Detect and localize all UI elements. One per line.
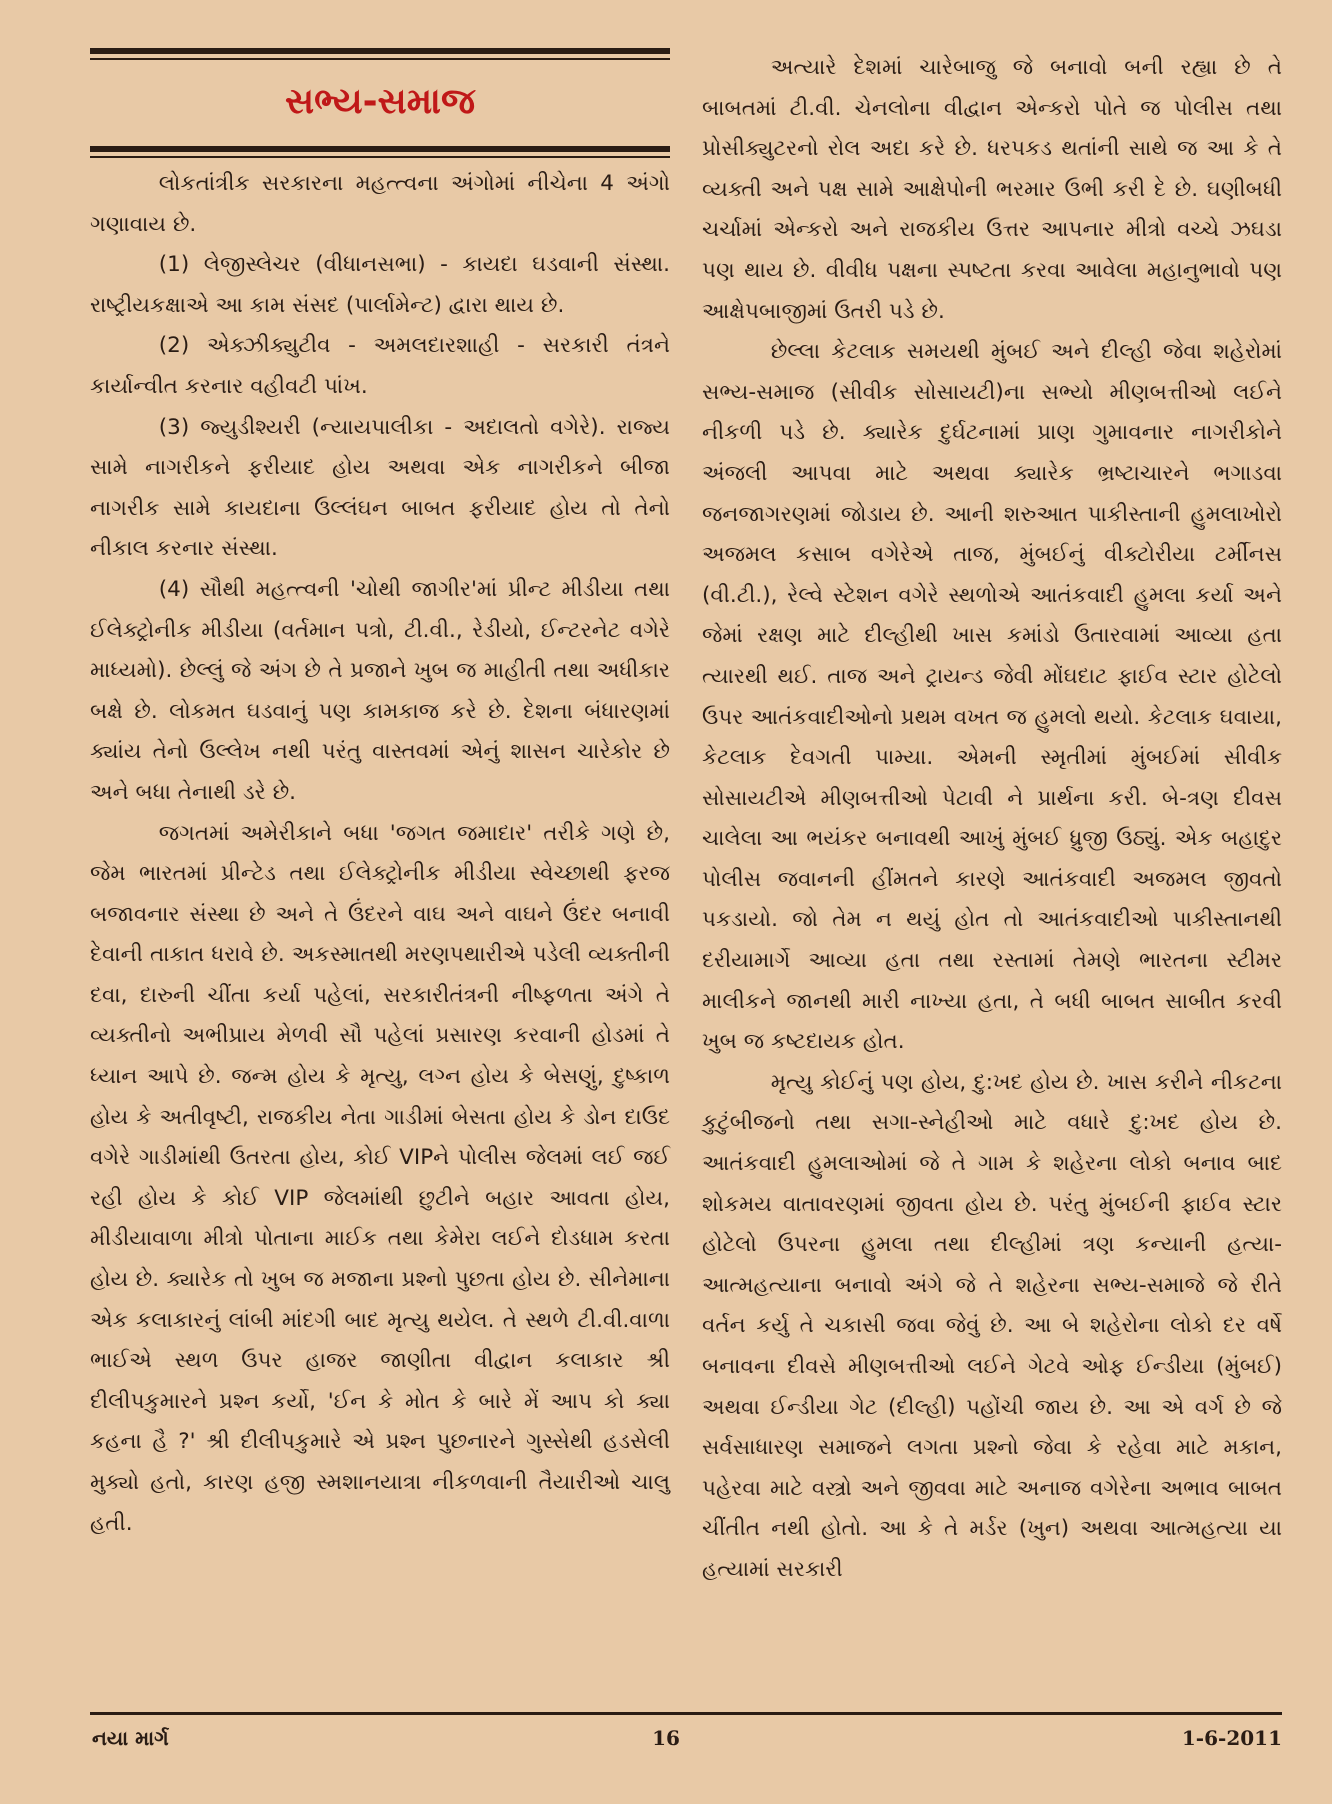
paragraph: (3) જ્યુડીશ્યરી (ન્યાયપાલીકા - અદાલતો વગેરે). રાજ્ય સામે નાગરીકને ફરીયાદ હોય અથવા એક નાગરીકને બીજા નાગરીક સામે કાયદાના ઉલ્લંઘન બાબત ફરીયાદ હોય તો તેનો નીકાલ કરનાર સંસ્થા. xyxy=(90,414,670,562)
right-column xyxy=(702,48,1282,1591)
paragraph: મૃત્યુ કોઈનું પણ હોય, દુ:ખદ હોય છે. ખાસ કરીને નીકટના કુટુંબીજનો તથા સગા-સ્નેહીઓ માટે વધારે દુ:ખદ હોય છે. આતંકવાદી હુમલાઓમાં જે તે ગામ કે શહેરના લોકો બનાવ બાદ શોકમય વાતાવરણમાં જીવતા હોય છે. પરંતુ મુંબઈની ફાઈવ સ્ટાર હોટેલો ઉપરના હુમલા તથા દીલ્હીમાં ત્રણ કન્યાની હત્યા-આત્મહત્યાના બનાવો અંગે જે તે શહેરના સભ્ય-સમાજે જે રીતે વર્તન કર્યુ તે ચકાસી જવા જેવું છે. આ બે શહેરોના લોકો દર વર્ષે બનાવના દીવસે મીણબત્તીઓ લઈને ગેટવે ઓફ ઈન્ડીયા (મુંબઈ) અથવા ઈન્ડીયા ગેટ (દીલ્હી) પહોંચી જાય છે. આ એ વર્ગ છે જે સર્વસાધારણ સમાજને લગતા પ્રશ્નો જેવા કે રહેવા માટે મકાન, પહેરવા માટે વસ્ત્રો અને જીવવા માટે અનાજ વગેરેના અભાવ બાબત ચીંતીત નથી હોતો. આ કે તે મર્ડર (ખુન) અથવા આત્મહત્યા યા હત્યામાં સરકારી xyxy=(702,1069,1282,1582)
paragraph: અત્યારે દેશમાં ચારેબાજુ જે બનાવો બની રહ્યા છે તે બાબતમાં ટી.વી. ચેનલોના વીદ્વાન એન્કરો પોતે જ પોલીસ તથા પ્રોસીક્યુટરનો રોલ અદા કરે છે. ધરપકડ થતાંની સાથે જ આ કે તે વ્યક્તી અને પક્ષ સામે આક્ષેપોની ભરમાર ઉભી કરી દે છે. ઘણીબધી ચર્ચામાં એન્કરો અને રાજકીય ઉત્તર આપનાર મીત્રો વચ્ચે ઝઘડા પણ થાય છે. વીવીધ પક્ષના સ્પષ્ટતા કરવા આવેલા મહાનુભાવો પણ આક્ષેપબાજીમાં ઉતરી પડે છે. xyxy=(702,55,1282,324)
title-rule-bottom xyxy=(90,146,670,152)
title-rule-top-thin xyxy=(90,58,670,60)
issue-date: 1-6-2011 xyxy=(1181,1726,1282,1750)
paragraph: (4) સૌથી મહત્ત્વની 'ચોથી જાગીર'માં પ્રીન્ટ મીડીયા તથા ઈલેક્ટ્રોનીક મીડીયા (વર્તમાન પત્રો, ટી.વી., રેડીયો, ઈન્ટરનેટ વગેરે માધ્યમો). છેલ્લું જે અંગ છે તે પ્રજાને ખુબ જ માહીતી તથા અધીકાર બક્ષે છે. લોકમત ઘડવાનું પણ કામકાજ કરે છે. દેશના બંધારણમાં ક્યાંય તેનો ઉલ્લેખ નથી પરંતુ વાસ્તવમાં એનું શાસન ચારેકોર છે અને બધા તેનાથી ડરે છે. xyxy=(90,576,670,805)
footer-rule xyxy=(90,1712,1282,1715)
paragraph: (1) લેજીસ્લેચર (વીધાનસભા) - કાયદા ઘડવાની સંસ્થા. રાષ્ટ્રીયકક્ષાએ આ કામ સંસદ (પાર્લામેન્ટ) દ્વારા થાય છે. xyxy=(90,252,670,318)
paragraph: જગતમાં અમેરીકાને બધા 'જગત જમાદાર' તરીકે ગણે છે, જેમ ભારતમાં પ્રીન્ટેડ તથા ઈલેક્ટ્રોનીક મીડીયા સ્વેચ્છાથી ફરજ બજાવનાર સંસ્થા છે અને તે ઉંદરને વાઘ અને વાઘને ઉંદર બનાવી દેવાની તાકાત ધરાવે છે. અકસ્માતથી મરણપથારીએ પડેલી વ્યક્તીની દવા, દારુની ચીંતા કર્યા પહેલાં, સરકારીતંત્રની નીષ્ફળતા અંગે તે વ્યક્તીનો અભીપ્રાય મેળવી સૌ પહેલાં પ્રસારણ કરવાની હોડમાં તે ધ્યાન આપે છે. જન્મ હોય કે મૃત્યુ, લગ્ન હોય કે બેસણું, દુષ્કાળ હોય કે અતીવૃષ્ટી, રાજકીય નેતા ગાડીમાં બેસતા હોય કે ડોન દાઉદ વગેરે ગાડીમાંથી ઉતરતા હોય, કોઈ VIPને પોલીસ જેલમાં લઈ જઈ રહી હોય કે કોઈ VIP જેલમાંથી છુટીને બહાર આવતા હોય, મીડીયાવાળા મીત્રો પોતાના માઈક તથા કેમેરા લઈને દોડધામ કરતા હોય છે. ક્યારેક તો ખુબ જ મજાના પ્રશ્નો પુછતા હોય છે. સીનેમાના એક કલાકારનું લાંબી માંદગી બાદ મૃત્યુ થયેલ. તે સ્થળે ટી.વી.વાળા ભાઈએ સ્થળ ઉપર હાજર જાણીતા વીદ્વાન કલાકાર શ્રી દીલીપકુમારને પ્રશ્ન કર્યો, 'ઈન કે મોત કે બારે મેં આપ કો ક્યા કહના હૈ ?' શ્રી દીલીપકુમારે એ પ્રશ્ન પુછનારને ગુસ્સેથી હડસેલી મુક્યો હતો, કારણ હજી સ્મશાનયાત્રા નીકળવાની તૈયારીઓ ચાલુ હતી. xyxy=(90,820,670,1536)
paragraph: લોકતાંત્રીક સરકારના મહત્ત્વના અંગોમાં નીચેના 4 અંગો ગણાવાય છે. xyxy=(90,171,670,237)
article-title: સભ્ય-સમાજ xyxy=(284,81,476,122)
magazine-name: નયા માર્ગ xyxy=(92,1726,169,1750)
page-number: 16 xyxy=(652,1726,680,1750)
paragraph: (2) એક્ઝીક્યુટીવ - અમલદારશાહી - સરકારી તંત્રને કાર્યાન્વીત કરનાર વહીવટી પાંખ. xyxy=(90,333,670,399)
title-rule-top xyxy=(90,48,670,54)
left-column xyxy=(90,48,670,1544)
paragraph: છેલ્લા કેટલાક સમયથી મુંબઈ અને દીલ્હી જેવા શહેરોમાં સભ્ય-સમાજ (સીવીક સોસાયટી)ના સભ્યો મીણબત્તીઓ લઈને નીકળી પડે છે. ક્યારેક દુર્ઘટનામાં પ્રાણ ગુમાવનાર નાગરીકોને અંજલી આપવા માટે અથવા ક્યારેક ભ્રષ્ટાચારને ભગાડવા જનજાગરણમાં જોડાય છે. આની શરુઆત પાકીસ્તાની હુમલાખોરો અજમલ કસાબ વગેરેએ તાજ, મુંબઈનું વીક્ટોરીયા ટર્મીનસ (વી.ટી.), રેલ્વે સ્ટેશન વગેરે સ્થળોએ આતંકવાદી હુમલા કર્યા અને જેમાં રક્ષણ માટે દીલ્હીથી ખાસ કમાંડો ઉતારવામાં આવ્યા હતા ત્યારથી થઈ. તાજ અને ટ્રાયન્ડ જેવી મોંઘદાટ ફાઈવ સ્ટાર હોટેલો ઉપર આતંકવાદીઓનો પ્રથમ વખત જ હુમલો થયો. કેટલાક ઘવાયા, કેટલાક દેવગતી પામ્યા. એમની સ્મૃતીમાં મુંબઈમાં સીવીક સોસાયટીએ મીણબત્તીઓ પેટાવી ને પ્રાર્થના કરી. બે-ત્રણ દીવસ ચાલેલા આ ભયંકર બનાવથી આખું મુંબઈ ધ્રુજી ઉઠ્યું. એક બહાદુર પોલીસ જવાનની હીંમતને કારણે આતંકવાદી અજમલ જીવતો પકડાયો. જો તેમ ન થયું હોત તો આતંકવાદીઓ પાકીસ્તાનથી દરીયામાર્ગે આવ્યા હતા તથા રસ્તામાં તેમણે ભારતના સ્ટીમર માલીકને જાનથી મારી નાખ્યા હતા, તે બધી બાબત સાબીત કરવી ખુબ જ કષ્ટદાયક હોત. xyxy=(702,339,1282,1055)
